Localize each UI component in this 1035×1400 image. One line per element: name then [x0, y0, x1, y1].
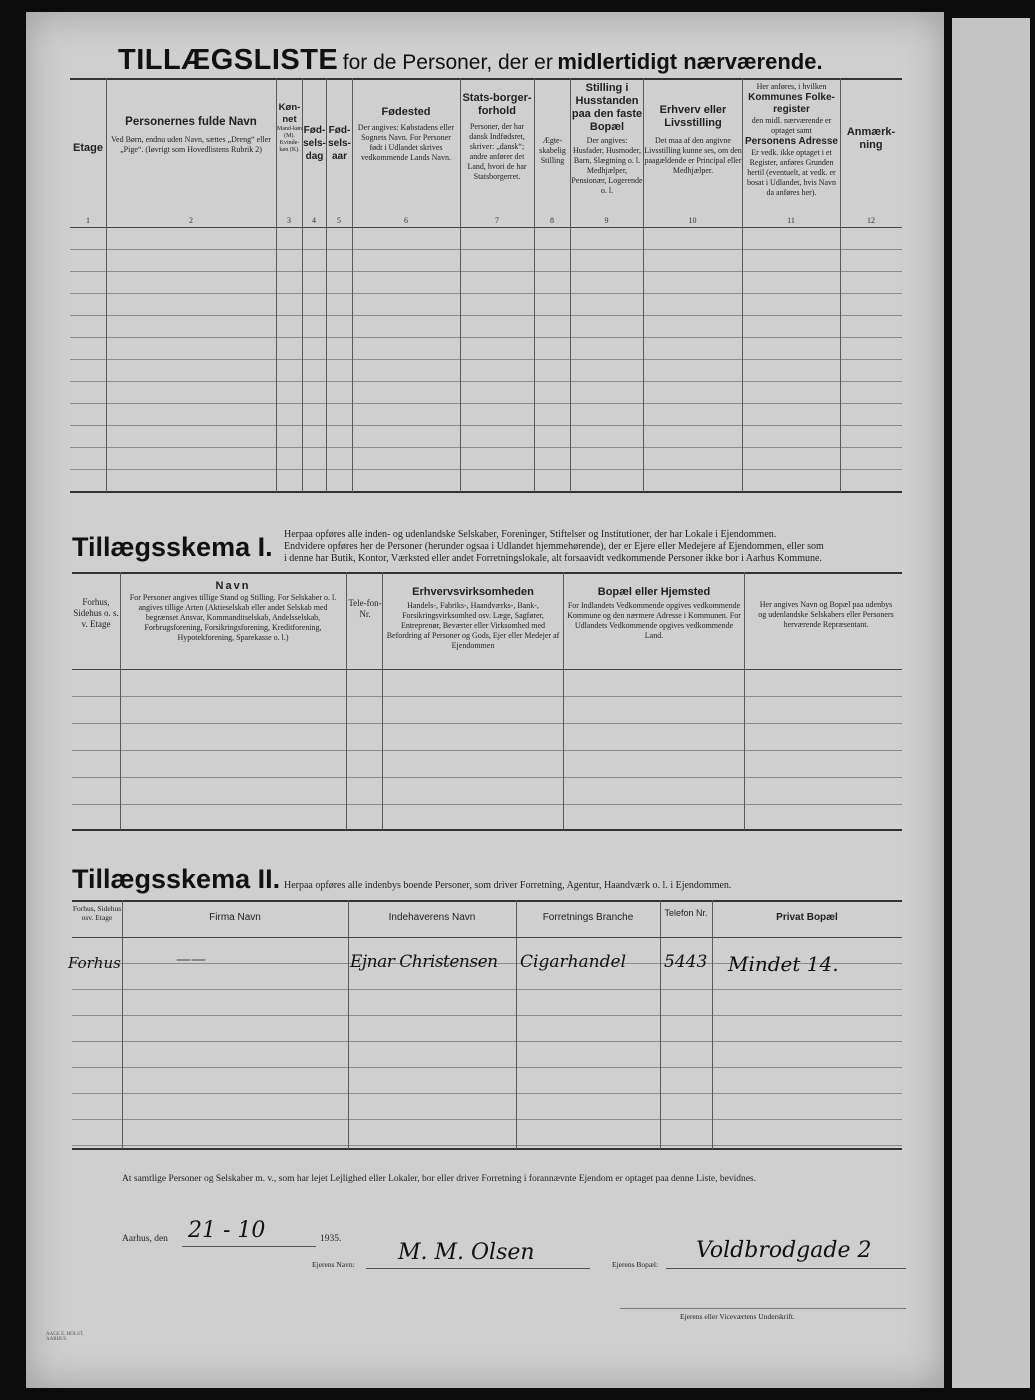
owner-address-label: Ejerens Bopæl:	[612, 1260, 659, 1269]
col-number: 2	[189, 216, 193, 225]
census-form-page	[26, 12, 944, 1388]
col-line	[516, 900, 517, 1149]
schema2-intro: Herpaa opføres alle indenbys boende Personer, som driver Forretning, Agentur, Haandværk o. l. i Ejendommen.	[284, 880, 732, 891]
s1-header-etage: Forhus, Sidehus o. s. v. Etage	[73, 597, 119, 629]
table-row	[72, 1119, 902, 1120]
header-bottom-border	[70, 227, 902, 228]
col-number: 10	[688, 216, 697, 225]
col-number: 1	[86, 216, 90, 225]
schema1-intro: Herpaa opføres alle inden- og udenlandske Selskaber, Foreninger, Stiftelser og Institutioner, der har Lokale i Ejendommen. Endvidere opføres her de Personer (herunder ogsaa i Udlandet hjemmehørende), der er Ejere eller Medejere af Ejendommen, eller som i denne har Butik, Kontor, Værksted eller andet Forretningslokale, alt forsaavidt vedkommende Personer ikke bor i Aarhus Kommune.	[284, 529, 824, 564]
schema1-bottom-border	[72, 829, 902, 831]
col-line	[106, 78, 107, 492]
col-header-husstand: Stilling i Husstanden paa den faste Bopæl Der angives: Husfader, Husmoder, Barn, Slægtning o. l. Medhjælper, Pensionær, Logerende o. l.	[571, 82, 643, 195]
footer-place: Aarhus, den	[122, 1234, 168, 1244]
col-header-anmaerkning: Anmærk-ning	[846, 126, 896, 151]
col-line	[346, 572, 347, 830]
owner-address-hand: Voldbrodgade 2	[696, 1238, 872, 1263]
col-line	[382, 572, 383, 830]
col-number: 4	[312, 216, 316, 225]
table-row	[72, 1067, 902, 1068]
s1-header-telefon: Tele-fon-Nr.	[348, 598, 382, 619]
col-number: 12	[867, 216, 875, 225]
table-row	[72, 696, 902, 697]
table-row	[70, 337, 902, 338]
table-row	[70, 249, 902, 250]
col-number: 9	[604, 216, 609, 225]
schema2-header-bottom	[72, 937, 902, 938]
col-line	[660, 900, 661, 1149]
s2-row-indehaver: Ejnar Christensen	[350, 952, 498, 972]
s2-header-branche: Forretnings Branche	[542, 912, 634, 923]
col-line	[712, 900, 713, 1149]
owner-address-line	[666, 1268, 906, 1269]
signature-label: Ejerens eller Viceværtens Underskrift.	[680, 1312, 795, 1321]
col-header-fodested: Fødested Der angives: Købstadens eller Sognets Navn. For Personer født i Udlandet skrives vedkommende Lands Navn.	[357, 106, 455, 162]
s2-header-firma: Firma Navn	[209, 912, 261, 923]
table-row	[70, 293, 902, 294]
col-line	[122, 900, 123, 1149]
schema1-title: Tillægsskema I.	[72, 532, 273, 562]
schema1-top-border	[72, 572, 902, 574]
s2-row-branche: Cigarhandel	[520, 952, 627, 972]
col-header-erhverv: Erhverv eller Livsstilling Det maa af den angivne Livsstilling kunne ses, om den paagældende er Principal eller Medhjælper.	[644, 104, 742, 175]
title-mid: for de Personer, der er	[342, 51, 553, 74]
table-row	[72, 1041, 902, 1042]
s1-header-erhverv: Erhvervsvirksomheden Handels-, Fabriks-, Haandværks-, Bank-, Forsikringsvirksomhed osv. Læge, Sagfører, Entreprenør, Beværter eller Virksomhed med Befordring af Personer og Gods, Ejer eller Medejer af Ejendommen	[386, 586, 560, 650]
col-header-name: Personernes fulde Navn Ved Børn, endnu uden Navn, sættes „Dreng“ eller „Pige“. (Iøvrigt som Hovedlistens Rubrik 2)	[111, 116, 271, 154]
table-top-border	[70, 78, 902, 80]
s2-header-etage: Forhus, Sidehus osv. Etage	[72, 904, 122, 922]
title-bold-2: midlertidigt nærværende.	[557, 49, 823, 74]
s2-header-bopael: Privat Bopæl	[776, 912, 838, 923]
col-header-folkeregister: Her anføres, i hvilken Kommunes Folke-register den midl. nærværende er optaget samt Personens Adresse Er vedk. ikke optaget i et Register, anføres Grunden hertil (eventuelt, at vedk. er bosat i Udlandet, hvis Navn da anføres her).	[744, 82, 838, 197]
table-row	[70, 381, 902, 382]
col-number: 11	[787, 216, 795, 225]
signature-line	[620, 1308, 906, 1309]
col-line	[352, 78, 353, 492]
schema2-top-border	[72, 900, 902, 902]
owner-name-label: Ejerens Navn:	[312, 1260, 355, 1269]
table-row	[70, 359, 902, 360]
table-bottom-border	[70, 491, 902, 493]
page-title	[118, 44, 823, 77]
col-line	[348, 900, 349, 1149]
s1-header-bopael: Bopæl eller Hjemsted For Indlandets Vedkommende opgives vedkommende Kommune og den nærmere Adresse i Kommunen. For Udlandets Vedkommende opgives vedkommende Land.	[567, 586, 741, 640]
col-line	[460, 78, 461, 492]
s2-row-telefon: 5443	[664, 952, 708, 972]
table-row	[70, 425, 902, 426]
adjacent-page-edge	[952, 18, 1030, 1388]
s2-row-bopael: Mindet 14.	[728, 952, 839, 976]
footer-date-hand: 21 - 10	[188, 1218, 266, 1243]
col-number: 6	[404, 216, 408, 225]
s1-header-repraesentant: Her angives Navn og Bopæl paa udenbys og udenlandske Selskabers eller Personers herværende Repræsentant.	[758, 600, 894, 629]
col-number: 3	[287, 216, 291, 225]
table-row	[70, 271, 902, 272]
owner-name-hand: M. M. Olsen	[398, 1240, 535, 1265]
col-number: 8	[550, 216, 554, 225]
s2-row-etage: Forhus	[68, 954, 121, 972]
col-header-statsborger: Stats-borger-forhold Personer, der har dansk Indfødsret, skriver: „dansk“; andre anfører det Land, hvori de har Statsborgerret.	[462, 92, 532, 181]
schema1-header-bottom	[72, 669, 902, 670]
col-header-etage: Etage	[73, 142, 103, 154]
footer-statement: At samtlige Personer og Selskaber m. v., som har lejet Lejlighed eller Lokaler, bor eller driver Forretning i forannævnte Ejendom er optaget paa denne Liste, bevidnes.	[122, 1174, 756, 1184]
col-header-kon: Køn-net Mand-køn (M). Kvinde-køn (K).	[277, 102, 302, 153]
footer-year: 1935.	[320, 1234, 342, 1244]
col-line	[744, 572, 745, 830]
title-bold: TILLÆGSLISTE	[118, 44, 339, 76]
s2-header-indehaver: Indehaverens Navn	[388, 912, 476, 923]
table-row	[70, 403, 902, 404]
table-row	[72, 1093, 902, 1094]
date-line	[182, 1246, 316, 1247]
owner-name-line	[366, 1268, 590, 1269]
schema2-bottom-border	[72, 1148, 902, 1150]
s1-header-navn: Navn For Personer angives tillige Stand og Stilling. For Selskaber o. l. angives tillige Arten (Aktieselskab eller andet Selskab med begrænset Ansvar, Kommanditselskab, Andelsselskab, Forbrugsforening, Forsikringsforening, Kreditforening, Hypotekforening, Sparekasse o. l.)	[129, 580, 337, 642]
table-row	[72, 804, 902, 805]
table-row	[70, 469, 902, 470]
col-line	[563, 572, 564, 830]
col-header-fodselsdag: Fød-sels-dag	[303, 125, 326, 162]
schema2-title: Tillægsskema II.	[72, 864, 281, 894]
table-row	[72, 1015, 902, 1016]
col-header-fodselsaar: Fød-sels-aar	[328, 125, 351, 162]
table-row	[72, 1145, 902, 1146]
s2-header-telefon: Telefon Nr.	[664, 908, 708, 918]
col-number: 5	[337, 216, 341, 225]
table-row	[72, 750, 902, 751]
table-row	[70, 447, 902, 448]
s2-row-firma: ——	[176, 950, 206, 968]
table-row	[72, 989, 902, 990]
table-row	[70, 315, 902, 316]
printer-mark: AAGE E. HOLST, AARHUS	[46, 1332, 84, 1342]
col-header-aegteskab: Ægte-skabelig Stilling	[539, 136, 566, 165]
table-row	[72, 723, 902, 724]
table-row	[72, 777, 902, 778]
col-line	[120, 572, 121, 830]
col-number: 7	[495, 216, 499, 225]
